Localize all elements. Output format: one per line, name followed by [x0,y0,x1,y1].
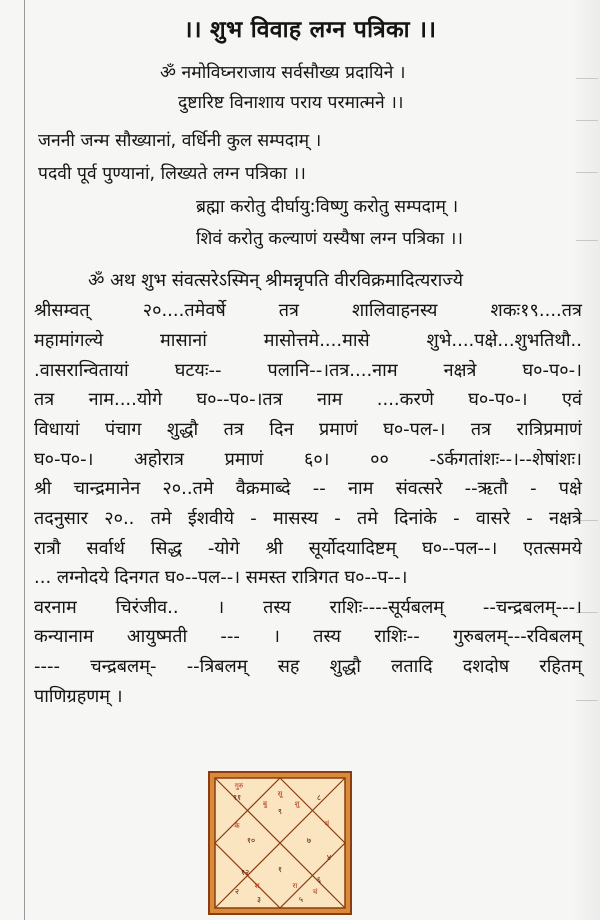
chart-planet-label: शु [294,800,300,808]
chart-planet-label: सू [277,790,283,798]
invocation-line-3: जननी जन्म सौख्यानां, वर्धिनी कुल सम्पदाम् । [38,131,322,151]
body-line-11: ... लग्नोदये दिनगत घ०--पल--। समस्त रात्रिगत घ०--प--। [34,567,408,588]
kundali-chart [207,770,353,916]
body-line-1: ॐ अथ शुभ संवत्सरेऽस्मिन् श्रीमन्नृपति वीरविक्रमादित्यराज्ये [88,270,464,291]
invocation-line-4: पदवी पूर्व पुण्यानां, लिख्यते लग्न पत्रिका ।। [38,164,306,184]
body-line-3: महामांगल्ये मासानां मासोत्तमे....मासे शुभे....पक्षे...शुभतिथौ.. [34,330,582,351]
chart-house-number: १० [246,836,256,845]
body-line-15: पाणिग्रहणम् । [34,686,123,707]
body-line-12: वरनाम चिरंजीव.. । तस्य राशिः----सूर्यबलम् --चन्द्रबलम्---। [34,597,582,618]
invocation-line-1: ॐ नमोविघ्नराजाय सर्वसौख्य प्रदायिने । [160,63,406,83]
body-line-13: कन्यानाम आयुष्मती --- । तस्य राशिः-- गुरुबलम्---रविबलम् [34,626,582,647]
chart-planet-label: चं [312,888,318,896]
invocation-line-5: ब्रह्मा करोतु दीर्घायु:विष्णु करोतु सम्पदाम् । [196,197,459,217]
chart-house-number: ७ [306,836,312,845]
left-margin-rule [24,0,25,920]
chart-planet-label: मं [324,820,330,828]
invocation-line-6: शिवं करोतु कल्याणं यस्यैषा लग्न पत्रिका ।। [196,229,464,249]
body-line-6: विधायां पंचाग शुद्धौ तत्र दिन प्रमाणं घ०-पल-। तत्र रात्रिप्रमाणं [34,419,582,440]
body-line-9: तदनुसार २०.. तमे ईशवीये - मासस्य - तमे दिनांके - वासरे - नक्षत्रे [34,508,582,529]
chart-house-number: ५ [298,895,304,904]
body-line-5: तत्र नाम....योगे घ०--प०-।तत्र नाम ....करणे घ०-प०-। एवं [34,389,582,410]
chart-house-number: ४ [326,853,332,862]
page-title: ।। शुभ विवाह लग्न पत्रिका ।। [183,17,437,43]
chart-house-number: ८ [316,793,322,802]
chart-planet-label: रा [292,882,298,890]
chart-house-number: २ [234,887,240,896]
chart-house-number: १ [277,865,283,874]
chart-house-number: ९ [277,807,283,816]
body-line-4: .वासरान्वितायां घटयः-- पलानि--।तत्र....नाम नक्षत्रे घ०-प०-। [34,360,582,381]
chart-planet-label: बु [263,800,267,808]
chart-house-number: ११ [232,793,242,802]
invocation-line-2: दुष्टारिष्ट विनाशाय पराय परमात्मने ।। [178,93,404,113]
chart-planet-label: के [234,822,240,830]
body-line-14: ---- चन्द्रबलम्- --त्रिबलम् सह शुद्धौ लतादि दशदोष रहितम् [34,656,582,677]
chart-planet-label: गुरु [234,782,244,790]
chart-house-number: ३ [256,895,262,904]
body-line-7: घ०-प०-। अहोरात्र प्रमाणं ६०। ०० -ऽर्कगतांशः--।--शेषांशः। [34,449,582,470]
body-line-8: श्री चान्द्रमानेन २०..तमे वैक्रमाब्दे -- नाम संवत्सरे --ऋतौ - पक्षे [34,478,582,499]
chart-house-number: १२ [240,868,250,877]
body-line-2: श्रीसम्वत् २०....तमेवर्षे तत्र शालिवाहनस्य शकः१९....तत्र [34,300,582,321]
chart-planet-label: श [254,882,260,890]
chart-house-number: ६ [316,875,322,884]
body-line-10: रात्रौ सर्वार्थ सिद्ध -योगे श्री सूर्योदयादिष्टम् घ०--पल--। एतत्समये [34,538,582,559]
